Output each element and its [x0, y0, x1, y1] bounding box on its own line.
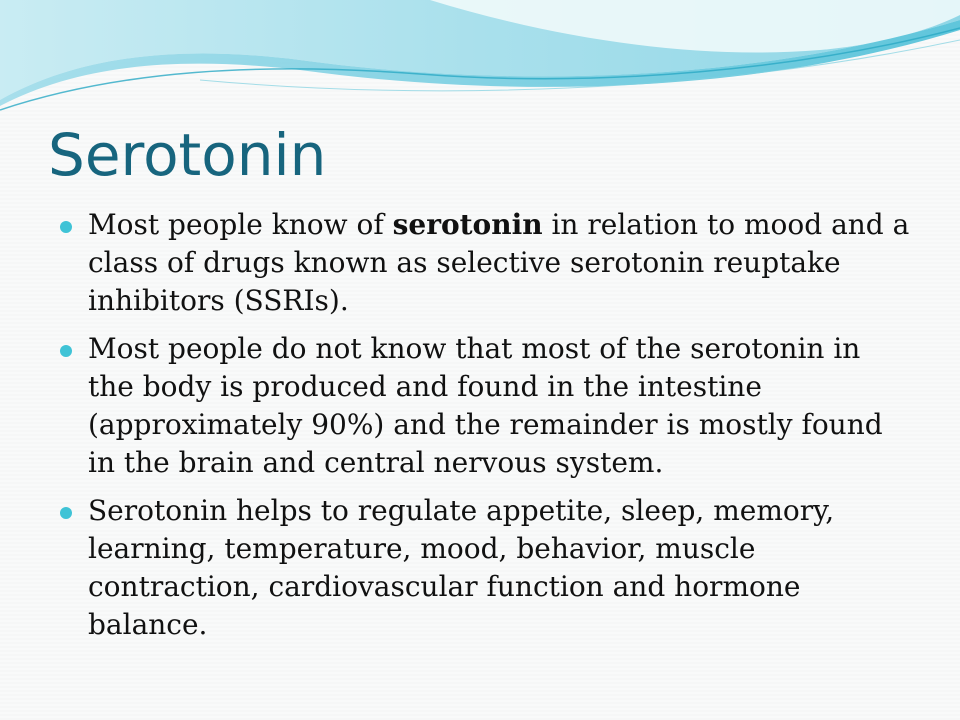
- bullet-text-before: Most people know of: [88, 208, 393, 241]
- bullet-item: [60, 330, 910, 482]
- bullet-dot-icon: [60, 507, 72, 519]
- bullet-text: Most people do not know that most of the serotonin in the body is produced and found in the intestine (approximately 90%) and the remainder is mostly found in the brain and central nervous system.: [88, 332, 883, 479]
- bullet-list: [60, 206, 910, 654]
- header-wave-decoration: [0, 0, 960, 120]
- bullet-text-after: in relation to mood and a class of drugs known as selective serotonin reuptake inhibitors (SSRIs).: [88, 208, 910, 317]
- bullet-text-bold: serotonin: [392, 208, 543, 241]
- bullet-dot-icon: [60, 345, 72, 357]
- bullet-text: Serotonin helps to regulate appetite, sleep, memory, learning, temperature, mood, behavior, muscle contraction, cardiovascular function and hormone balance.: [88, 494, 835, 641]
- bullet-dot-icon: [60, 221, 72, 233]
- bullet-item: [60, 492, 910, 644]
- slide-title: Serotonin: [48, 121, 327, 189]
- bullet-item: [60, 206, 910, 320]
